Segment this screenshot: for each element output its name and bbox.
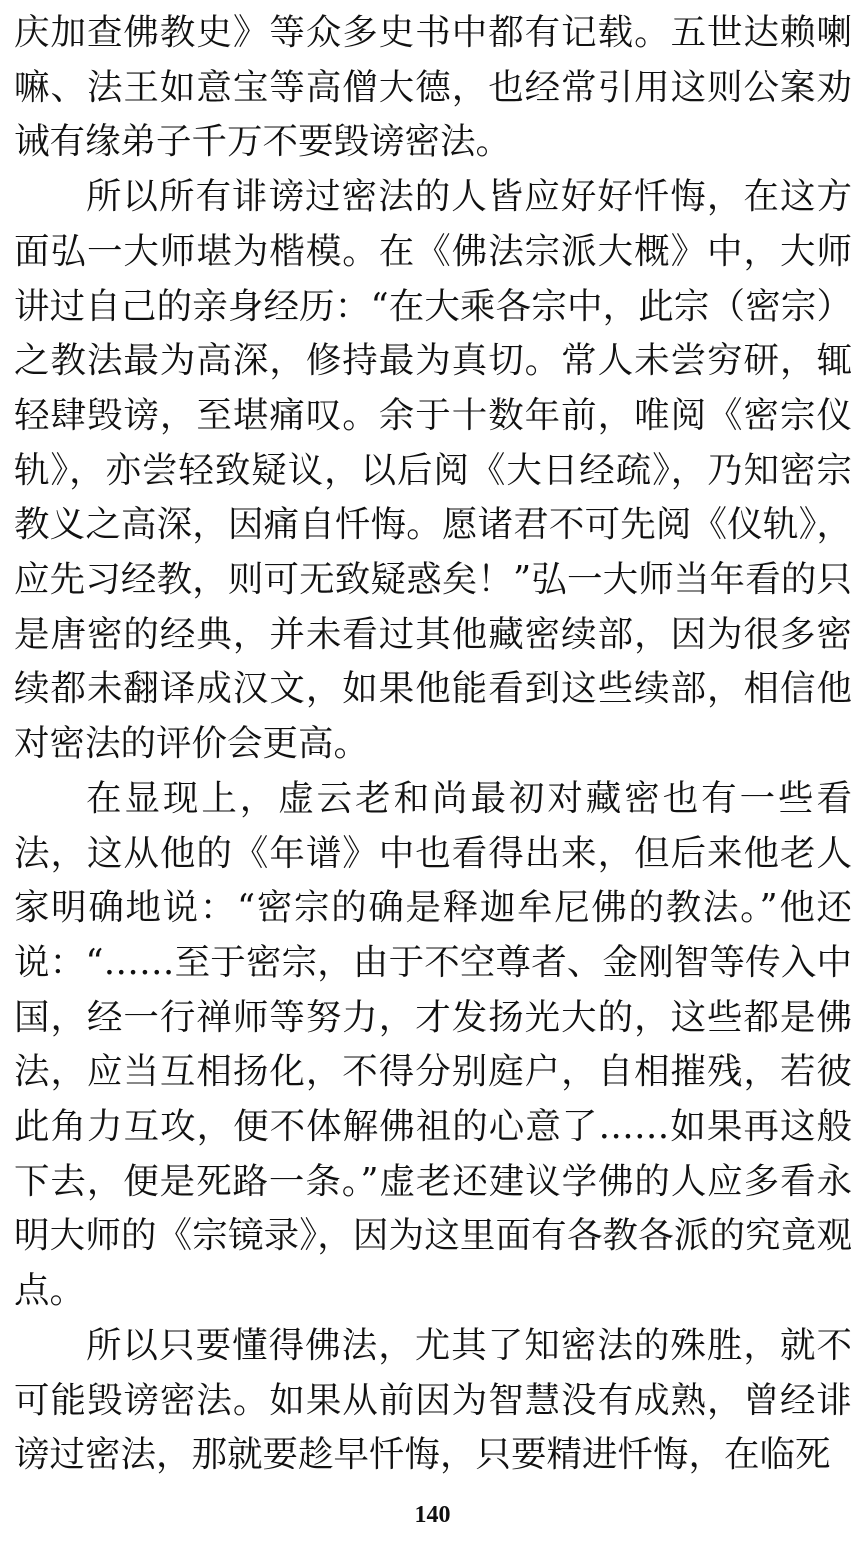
body-text	[14, 6, 852, 1483]
paragraph-4: 所以只要懂得佛法，尤其了知密法的殊胜，就不可能毁谤密法。如果从前因为智慧没有成熟，曾经诽谤过密法，那就要趁早忏悔，只要精进忏悔，在临死	[14, 1324, 852, 1476]
paragraph-3: 在显现上，虚云老和尚最初对藏密也有一些看法，这从他的《年谱》中也看得出来，但后来他老人家明确地说：“密宗的确是释迦牟尼佛的教法。”他还说：“……至于密宗，由于不空尊者、金刚智等传入中国，经一行禅师等努力，才发扬光大的，这些都是佛法，应当互相扬化，不得分别庭户，自相摧残，若彼此角力互攻，便不体解佛祖的心意了……如果再这般下去，便是死路一条。”虚老还建议学佛的人应多看永明大师的《宗镜录》，因为这里面有各教各派的究竟观点。	[14, 777, 852, 1312]
page-number: 140	[414, 1502, 451, 1528]
paragraph-2: 所以所有诽谤过密法的人皆应好好忏悔，在这方面弘一大师堪为楷模。在《佛法宗派大概》中，大师讲过自己的亲身经历：“在大乘各宗中，此宗（密宗）之教法最为高深，修持最为真切。常人未尝穷研，辄轻肆毁谤，至堪痛叹。余于十数年前，唯阅《密宗仪轨》，亦尝轻致疑议，以后阅《大日经疏》，乃知密宗教义之高深，因痛自忏悔。愿诸君不可先阅《仪轨》，应先习经教，则可无致疑惑矣！”弘一大师当年看的只是唐密的经典，并未看过其他藏密续部，因为很多密续都未翻译成汉文，如果他能看到这些续部，相信他对密法的评价会更高。	[14, 176, 852, 765]
paragraph-1-continued: 庆加查佛教史》等众多史书中都有记载。五世达赖喇嘛、法王如意宝等高僧大德，也经常引用这则公案劝诫有缘弟子千万不要毁谤密法。	[14, 12, 852, 163]
